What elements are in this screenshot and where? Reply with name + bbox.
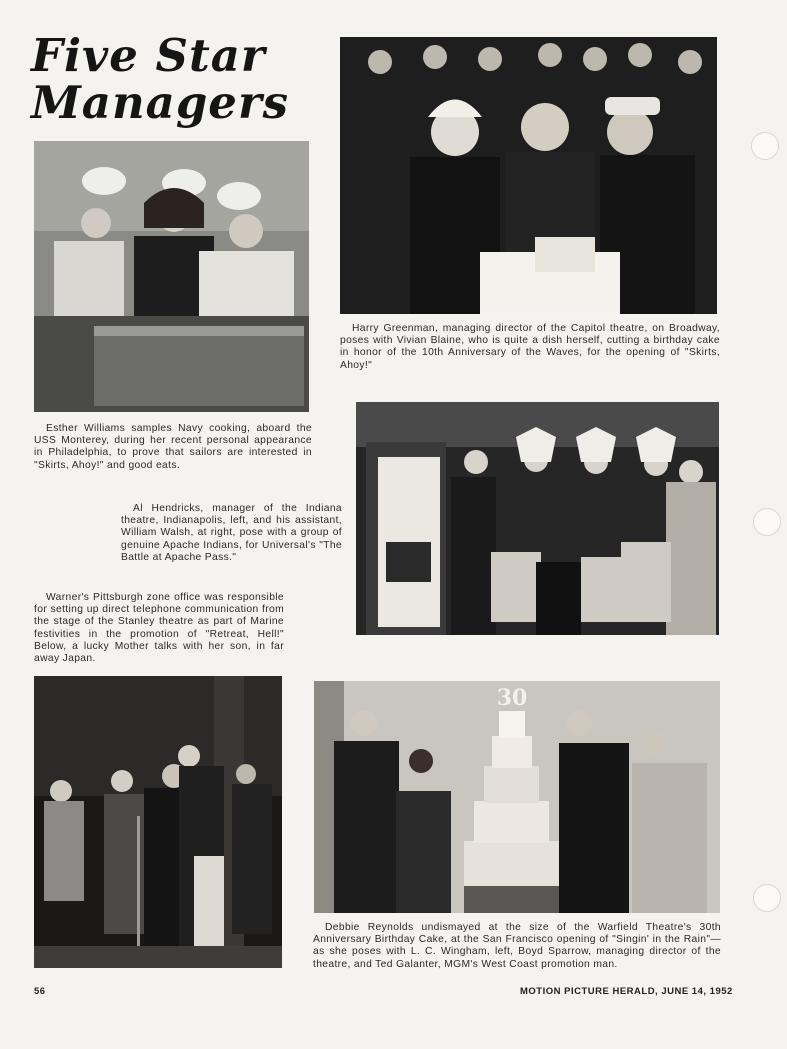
page-number: 56 <box>34 986 46 997</box>
cake-number-30: 30 <box>496 685 528 711</box>
punch-hole-bottom <box>753 884 781 912</box>
warfield-cake-photo <box>314 681 720 913</box>
apache-indians-photo <box>356 402 719 635</box>
hendricks-caption-text: Al Hendricks, manager of the Indiana theatre, Indianapolis, left, and his assistant, William Walsh, at right, pose with a group of genuine Apache Indians, for Universal's "The Battle at Apache Pass." <box>121 503 342 563</box>
punch-hole-top <box>751 132 779 160</box>
headline-line-2: Managers <box>31 76 289 129</box>
warfield-cake-illustration <box>314 681 720 913</box>
debbie-caption <box>313 922 721 971</box>
capitol-cake-illustration <box>340 37 717 314</box>
capitol-caption <box>340 323 720 372</box>
warner-caption <box>34 592 284 665</box>
punch-hole-middle <box>753 508 781 536</box>
navy-cooking-photo <box>34 141 309 412</box>
headline <box>31 29 289 129</box>
publication-line: MOTION PICTURE HERALD, JUNE 14, 1952 <box>520 986 733 997</box>
navy-cooking-illustration <box>34 141 309 412</box>
headline-line-1: Five Star <box>31 29 266 82</box>
capitol-caption-text: Harry Greenman, managing director of the Capitol theatre, on Broadway, poses with Vivian Blaine, who is quite a dish herself, cutting a birthday cake in honor of the 10th Anniversary of the Waves, for the opening of "Skirts, Ahoy!" <box>340 323 720 371</box>
esther-caption-text: Esther Williams samples Navy cooking, aboard the USS Monterey, during her recent personal appearance in Philadelphia, to prove that sailors are interested in "Skirts, Ahoy!" and good eats. <box>34 423 312 471</box>
apache-indians-illustration <box>356 402 719 635</box>
esther-caption <box>34 423 312 472</box>
telephone-photo <box>34 676 282 968</box>
hendricks-caption <box>121 503 342 564</box>
debbie-caption-text: Debbie Reynolds undismayed at the size of the Warfield Theatre's 30th Anniversary Birthday Cake, at the San Francisco opening of "Singin' in the Rain"—as she poses with L. C. Wingham, left, Boyd Sparrow, managing director of the theatre, and Ted Galanter, MGM's West Coast promotion man. <box>313 922 721 970</box>
warner-caption-text: Warner's Pittsburgh zone office was responsible for setting up direct telephone communication from the stage of the Stanley theatre as part of Marine festivities in the promotion of "Retreat, Hell!" Below, a lucky Mother talks with her son, in far away Japan. <box>34 592 284 665</box>
capitol-cake-photo <box>340 37 717 314</box>
telephone-illustration <box>34 676 282 968</box>
